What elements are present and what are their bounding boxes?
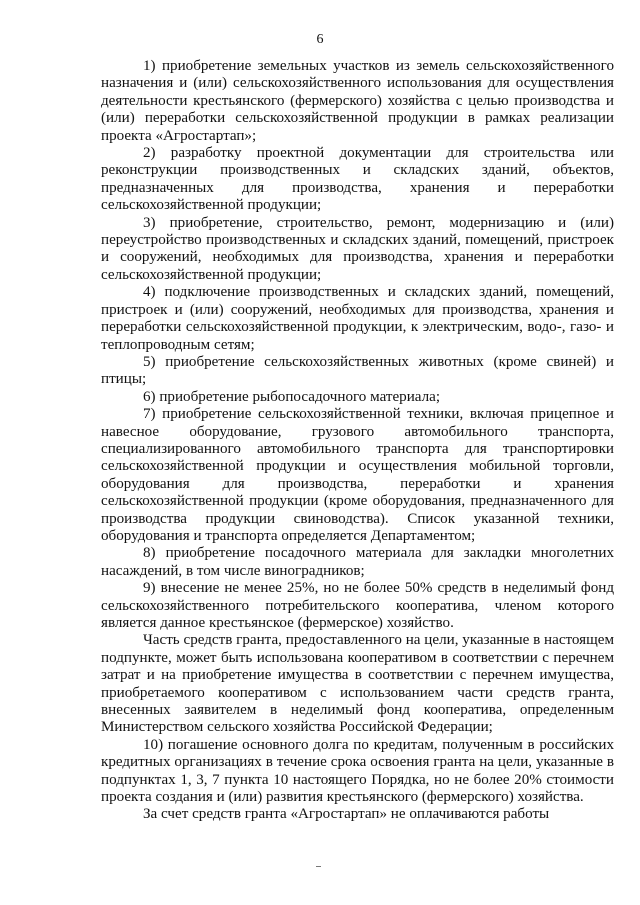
paragraph-item-3: 3) приобретение, строительство, ремонт, модернизацию и (или) переустройство производственных и складских зданий, помещений, пристроек и сооружений, необходимых для производства, хранения и переработки сельскохозяйственной продукции;	[101, 214, 614, 283]
paragraph-cooperative-note: Часть средств гранта, предоставленного на цели, указанные в настоящем подпункте, может быть использована кооперативом в соответствии с перечнем затрат и на приобретение имущества в соответствии с перечнем имущества, приобретаемого кооперативом с использованием части средств гранта, внесенных заявителем в неделимый фонд кооператива, определенным Министерством сельского хозяйства Российской Федерации;	[101, 632, 614, 736]
paragraph-item-2: 2) разработку проектной документации для строительства или реконструкции производственных и складских зданий, объектов, предназначенных для производства, хранения и переработки сельскохозяйственной продукции;	[101, 145, 614, 214]
paragraph-item-6: 6) приобретение рыбопосадочного материала;	[143, 388, 441, 405]
paragraph-item-4: 4) подключение производственных и складских зданий, помещений, пристроек и (или) сооружений, необходимых для производства, хранения и переработки сельскохозяйственной продукции, к электрическим, водо-, газо- и теплопроводным сетям;	[101, 284, 614, 353]
paragraph-item-7: 7) приобретение сельскохозяйственной техники, включая прицепное и навесное оборудование, грузового автомобильного транспорта, специализированного автомобильного транспорта для транспортировки сельскохозяйственной продукции и осуществления мобильной торговли, оборудования для производства, переработки и хранения сельскохозяйственной продукции (кроме оборудования, предназначенного для производства продукции свиноводства). Список указанной техники, оборудования и транспорта определяется Департаментом;	[101, 406, 614, 544]
paragraph-item-1: 1) приобретение земельных участков из земель сельскохозяйственного назначения и (или) сельскохозяйственного использования для осуществления деятельности крестьянского (фермерского) хозяйства с целью производства и (или) переработки сельскохозяйственной продукции в рамках реализации проекта «Агростартап»;	[101, 58, 614, 144]
paragraph-item-8: 8) приобретение посадочного материала для закладки многолетних насаждений, в том числе виноградников;	[101, 545, 614, 579]
paragraph-item-9: 9) внесение не менее 25%, но не более 50% средств в неделимый фонд сельскохозяйственного потребительского кооператива, членом которого является данное крестьянское (фермерское) хозяйство.	[101, 580, 614, 631]
scan-mark	[316, 866, 321, 867]
paragraph-item-10: 10) погашение основного долга по кредитам, полученным в российских кредитных организациях в течение срока освоения гранта на цели, указанные в подпунктах 1, 3, 7 пункта 10 настоящего Порядка, но не более 20% стоимости проекта создания и (или) развития крестьянского (фермерского) хозяйства.	[101, 736, 614, 806]
paragraph-item-5: 5) приобретение сельскохозяйственных животных (кроме свиней) и птицы;	[101, 353, 614, 388]
paragraph-continuation: За счет средств гранта «Агростартап» не оплачиваются работы	[143, 806, 550, 823]
document-body	[101, 58, 614, 824]
page-number: 6	[316, 32, 324, 47]
